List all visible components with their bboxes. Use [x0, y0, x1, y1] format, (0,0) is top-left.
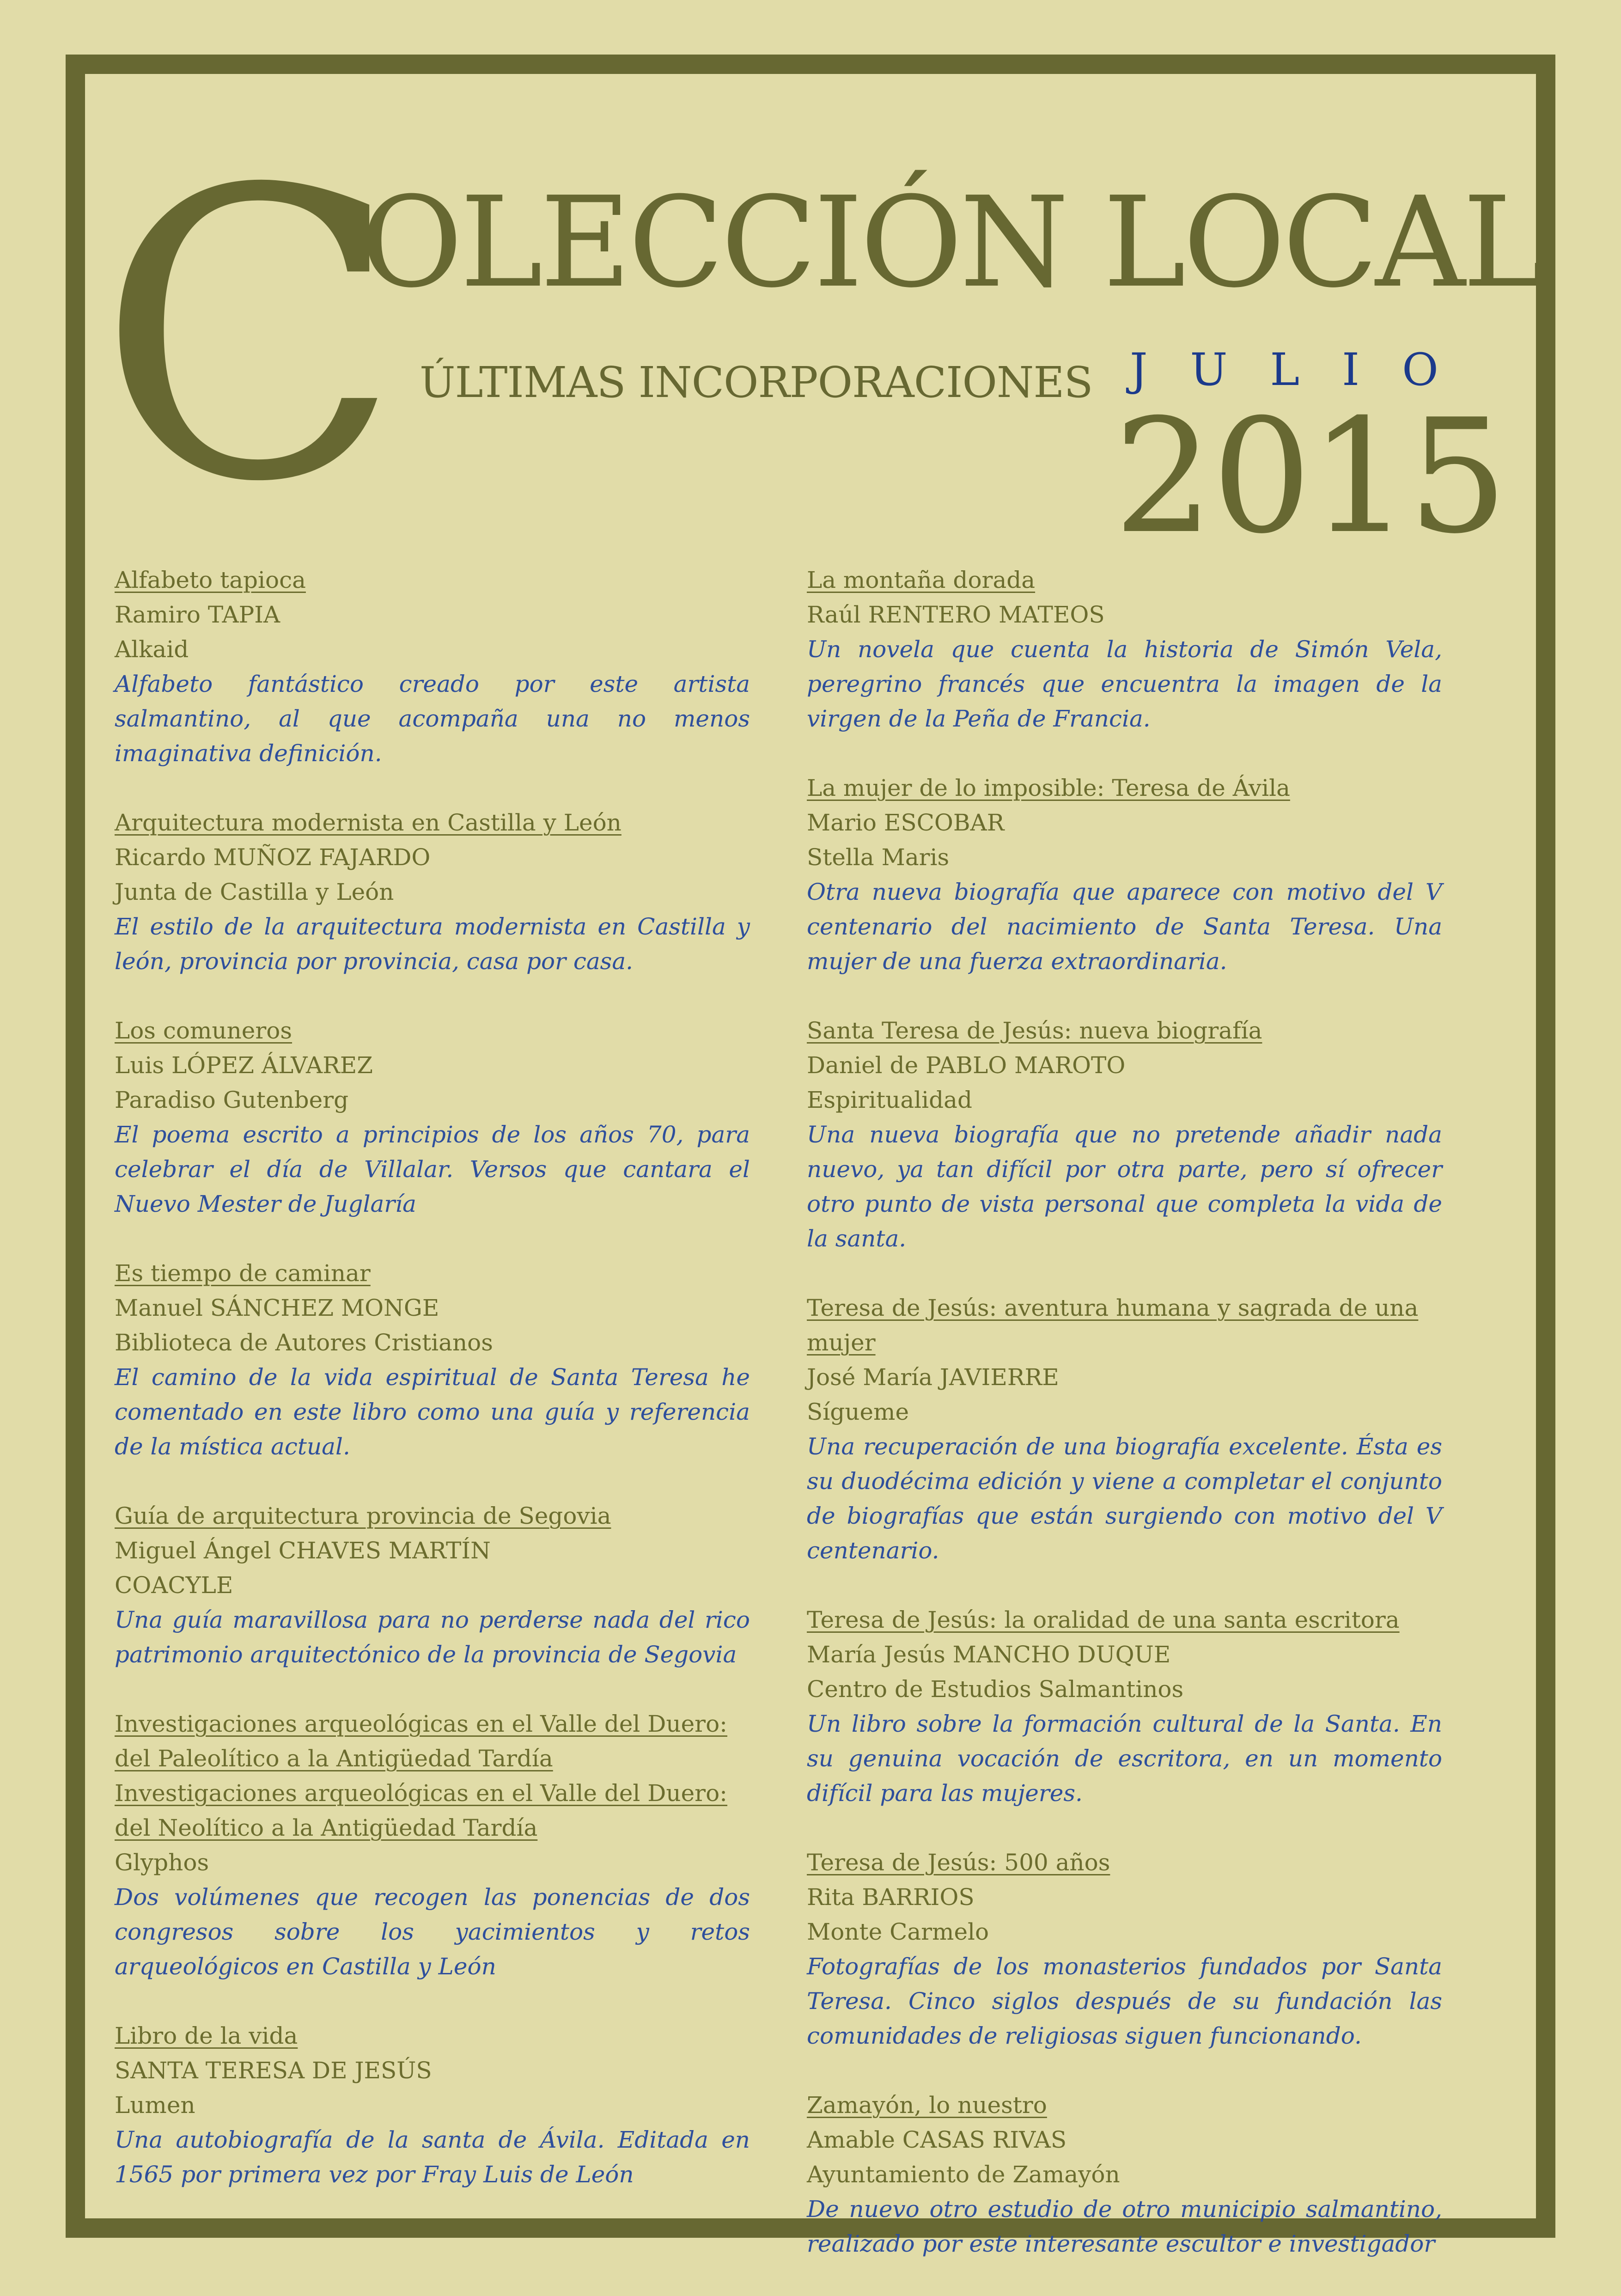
book-author: Rita BARRIOS — [807, 1884, 975, 1911]
book-title: Teresa de Jesús: la oralidad de una santa escritora — [807, 1606, 1400, 1633]
book-entry — [115, 1499, 750, 1672]
book-entry — [807, 1845, 1442, 2053]
book-title: Alfabeto tapioca — [115, 567, 306, 593]
book-description: Una guía maravillosa para no perderse nada del rico patrimonio arquitectónico de la provincia de Segovia — [115, 1606, 750, 1668]
book-description: Un novela que cuenta la historia de Simón Vela, peregrino francés que encuentra la imagen de la virgen de la Peña de Francia. — [807, 636, 1442, 732]
book-publisher: Glyphos — [115, 1849, 209, 1876]
book-publisher: Centro de Estudios Salmantinos — [807, 1676, 1184, 1703]
book-publisher: COACYLE — [115, 1572, 233, 1599]
year-label: 2015 — [1114, 385, 1506, 568]
book-description: De nuevo otro estudio de otro municipio salmantino, realizado por este interesante escultor e investigador — [807, 2196, 1442, 2257]
book-publisher: Junta de Castilla y León — [115, 879, 394, 905]
book-entry — [807, 771, 1442, 979]
book-publisher: Biblioteca de Autores Cristianos — [115, 1329, 493, 1356]
book-entry — [807, 563, 1442, 736]
book-entry — [115, 2019, 750, 2192]
book-author: José María JAVIERRE — [807, 1364, 1059, 1391]
book-author: Manuel SÁNCHEZ MONGE — [115, 1295, 439, 1321]
book-author: Ramiro TAPIA — [115, 601, 280, 628]
book-entry — [807, 1014, 1442, 1256]
book-description: El estilo de la arquitectura modernista en Castilla y león, provincia por provincia, casa por casa. — [115, 913, 750, 975]
book-author: SANTA TERESA DE JESÚS — [115, 2057, 432, 2084]
book-publisher: Espiritualidad — [807, 1087, 972, 1113]
book-title: Santa Teresa de Jesús: nueva biografía — [807, 1017, 1262, 1044]
book-publisher: Monte Carmelo — [807, 1918, 989, 1945]
left-column — [115, 563, 750, 2227]
book-title: La mujer de lo imposible: Teresa de Ávila — [807, 775, 1290, 801]
book-author: Ricardo MUÑOZ FAJARDO — [115, 844, 431, 871]
book-entry — [807, 2088, 1442, 2261]
book-title: Teresa de Jesús: aventura humana y sagrada de una mujer — [807, 1295, 1419, 1356]
book-description: Dos volúmenes que recogen las ponencias de dos congresos sobre los yacimientos y retos arqueológicos en Castilla y León — [115, 1884, 750, 1980]
title-initial: C — [97, 106, 402, 568]
book-author: Luis LÓPEZ ÁLVAREZ — [115, 1052, 373, 1079]
right-column — [807, 563, 1442, 2296]
book-author: Raúl RENTERO MATEOS — [807, 601, 1105, 628]
book-description: Otra nueva biografía que aparece con motivo del V centenario del nacimiento de Santa Teresa. Una mujer de una fuerza extraordinaria. — [807, 879, 1442, 975]
book-title: Guía de arquitectura provincia de Segovia — [115, 1502, 611, 1529]
book-author: Mario ESCOBAR — [807, 809, 1005, 836]
book-description: Una autobiografía de la santa de Ávila. Editada en 1565 por primera vez por Fray Luis de León — [115, 2126, 750, 2188]
month-label: JULIO — [1130, 344, 1481, 396]
book-title: Zamayón, lo nuestro — [807, 2092, 1047, 2119]
page-title: OLECCIÓN LOCAL — [360, 170, 1543, 315]
book-description: Una recuperación de una biografía excelente. Ésta es su duodécima edición y viene a completar el conjunto de biografías que están surgiendo con motivo del V centenario. — [807, 1433, 1442, 1564]
book-author: María Jesús MANCHO DUQUE — [807, 1641, 1171, 1668]
book-title: Arquitectura modernista en Castilla y León — [115, 809, 622, 836]
book-entry — [807, 1603, 1442, 1811]
book-title: Teresa de Jesús: 500 años — [807, 1849, 1110, 1876]
page-subtitle: ÚLTIMAS INCORPORACIONES — [420, 358, 1093, 407]
book-publisher: Lumen — [115, 2092, 195, 2119]
book-title: Investigaciones arqueológicas en el Valle del Duero: del Neolítico a la Antigüedad Tardía — [115, 1780, 728, 1841]
book-title: Es tiempo de caminar — [115, 1260, 371, 1287]
book-description: Alfabeto fantástico creado por este artista salmantino, al que acompaña una no menos imaginativa definición. — [115, 671, 750, 767]
book-author: Miguel Ángel CHAVES MARTÍN — [115, 1537, 491, 1564]
book-author: Daniel de PABLO MAROTO — [807, 1052, 1126, 1079]
book-description: El poema escrito a principios de los años 70, para celebrar el día de Villalar. Versos que cantara el Nuevo Mester de Juglaría — [115, 1121, 750, 1217]
book-publisher: Alkaid — [115, 636, 189, 663]
book-author: Amable CASAS RIVAS — [807, 2126, 1067, 2153]
book-entry — [115, 806, 750, 979]
book-entry — [807, 1291, 1442, 1568]
book-entry — [115, 1014, 750, 1221]
book-title: La montaña dorada — [807, 567, 1036, 593]
book-description: Una nueva biografía que no pretende añadir nada nuevo, ya tan difícil por otra parte, pero sí ofrecer otro punto de vista personal que completa la vida de la santa. — [807, 1121, 1442, 1252]
book-publisher: Stella Maris — [807, 844, 950, 871]
book-entry — [115, 1707, 750, 1984]
book-publisher: Paradiso Gutenberg — [115, 1087, 349, 1113]
book-description: Fotografías de los monasterios fundados por Santa Teresa. Cinco siglos después de su fundación las comunidades de religiosas siguen funcionando. — [807, 1953, 1442, 2049]
book-entry — [115, 563, 750, 771]
book-description: El camino de la vida espiritual de Santa Teresa he comentado en este libro como una guía y referencia de la mística actual. — [115, 1364, 750, 1460]
book-title: Investigaciones arqueológicas en el Valle del Duero: del Paleolítico a la Antigüedad Tardía — [115, 1710, 728, 1772]
book-description: Un libro sobre la formación cultural de la Santa. En su genuina vocación de escritora, en un momento difícil para las mujeres. — [807, 1710, 1442, 1807]
book-publisher: Ayuntamiento de Zamayón — [807, 2161, 1120, 2188]
book-entry — [115, 1256, 750, 1464]
book-publisher: Sígueme — [807, 1398, 909, 1425]
book-title: Libro de la vida — [115, 2022, 298, 2049]
book-title: Los comuneros — [115, 1017, 293, 1044]
